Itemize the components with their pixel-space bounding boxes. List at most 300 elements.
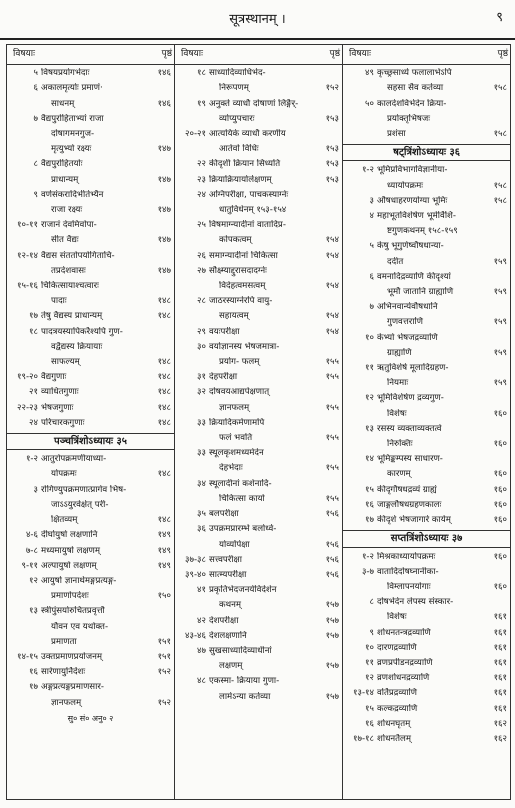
entry-verse-number: ८	[33, 159, 38, 170]
entry-page-number: १६०	[493, 515, 507, 526]
index-entry	[178, 68, 339, 79]
index-entry	[346, 68, 507, 79]
index-entry	[346, 734, 507, 745]
index-entry	[178, 418, 339, 429]
entry-page-number: १४८	[157, 417, 171, 428]
entry-subject: लक्षणम्	[219, 661, 243, 672]
entry-page-number: १५४	[325, 311, 339, 322]
entry-page-number: १५३	[325, 144, 339, 155]
entry-subject: पादाः	[51, 296, 67, 307]
chapter-heading: सप्तत्रिंशोऽध्यायः ३७	[343, 530, 510, 547]
entry-subject: क्रियादिकर्मणामपि	[209, 417, 265, 428]
entry-subject: व्रणशोधनद्रव्याणि	[377, 673, 430, 684]
entry-subject: मध्यमायुषो लक्षणम्	[41, 545, 100, 556]
entry-verse-number: ४२	[197, 615, 206, 626]
entry-subject: ष्टगुणकथनम् १५८-१५९	[387, 226, 458, 237]
index-entry	[10, 576, 171, 587]
entry-subject: योपक्रमः	[51, 469, 77, 480]
entry-page-number: १५८	[493, 129, 507, 140]
entry-verse-number: १२-१४	[17, 250, 38, 261]
entry-verse-number: १७	[29, 682, 38, 693]
entry-subject: साध्यादिव्याधिभेद-	[209, 68, 266, 79]
index-entry	[10, 175, 171, 186]
entry-verse-number: १-२	[361, 551, 374, 562]
entry-page-number: १५८	[493, 83, 507, 94]
entry-page-number: १६१	[493, 688, 507, 699]
entry-verse-number: २७	[197, 265, 206, 276]
index-entry	[346, 424, 507, 435]
index-entry	[346, 409, 507, 420]
index-entry	[178, 99, 339, 110]
column-header-subjects: विषयाः	[13, 49, 35, 59]
entry-subject: कथनम्	[219, 600, 242, 611]
entry-page-number: १४९	[157, 530, 171, 541]
entry-page-number: १५९	[493, 317, 507, 328]
index-entry	[178, 372, 339, 383]
entry-verse-number: ५०	[365, 98, 374, 109]
entry-subject: सहायत्वम्	[219, 311, 249, 322]
entry-subject: जाठरस्याग्नेरपि वायु-	[209, 296, 273, 307]
index-entry	[10, 682, 171, 693]
entry-page-number: १५२	[157, 697, 171, 708]
entry-subject: केषु भूगुणेष्वौषधान्या-	[377, 241, 444, 252]
entry-page-number: १४८	[157, 387, 171, 398]
entry-subject: सारेणायुर्निर्देशः	[41, 667, 86, 678]
entry-subject: लामेऽन्या कर्तव्या	[219, 691, 271, 702]
index-entry	[178, 509, 339, 520]
entry-verse-number: ३-७	[361, 566, 374, 577]
entry-subject: क्रियाक्रियायोर्लक्षणम्	[209, 174, 272, 185]
index-entry	[10, 622, 171, 633]
entry-page-number: १६२	[493, 718, 507, 729]
entry-verse-number: ३५	[197, 509, 206, 520]
entry-page-number: १६१	[493, 657, 507, 668]
entry-subject: सत्त्वपरीक्षा	[209, 554, 242, 565]
index-entry	[346, 582, 507, 593]
entry-subject: क्षितव्यम्	[51, 515, 78, 526]
entry-verse-number: १९	[197, 98, 206, 109]
entry-page-number: १४९	[157, 545, 171, 556]
entry-verse-number: ११	[365, 657, 374, 668]
entry-verse-number: १६	[365, 718, 374, 729]
entry-verse-number: १-२	[361, 165, 374, 176]
entry-subject: ज्ञानफलम्	[51, 697, 82, 708]
entry-subject: केभ्यो भेषजद्रव्याणि	[377, 332, 438, 343]
index-entry	[178, 83, 339, 94]
entry-subject: वयोज्ञानस्य भेषजमात्रा-	[209, 341, 280, 352]
index-entry	[10, 698, 171, 709]
entry-page-number: १४८	[157, 402, 171, 413]
entry-page-number: १५९	[493, 378, 507, 389]
index-entry	[346, 333, 507, 344]
entry-subject: वैद्यपुरोहितयोः	[41, 159, 83, 170]
entry-page-number: १६१	[493, 673, 507, 684]
index-entry	[346, 500, 507, 511]
entry-page-number: १५७	[325, 691, 339, 702]
entry-subject: दोषवयआद्यपेक्षणात्	[209, 387, 270, 398]
page-number: ९	[496, 10, 503, 25]
entry-page-number: १५३	[325, 159, 339, 170]
index-entry	[10, 546, 171, 557]
entry-verse-number: २९	[197, 326, 206, 337]
entry-verse-number: १३	[29, 606, 38, 617]
entry-page-number: १५९	[493, 347, 507, 358]
entry-page-number: १५५	[325, 493, 339, 504]
entry-subject: वर्णसंकरादिभीतेभ्यैन	[41, 189, 104, 200]
entry-subject: दारणद्रव्याणि	[377, 642, 417, 653]
entry-subject: विषमाग्न्यादीनां वातादिप्र-	[209, 220, 286, 231]
index-column-1	[7, 45, 175, 799]
index-entry	[10, 83, 171, 94]
index-entry	[346, 439, 507, 450]
entry-subject: सौक्ष्म्याद्दुरासदादग्नेः	[209, 265, 267, 276]
entry-subject: चिकित्सा कार्या	[219, 493, 265, 504]
entry-subject: शोधनतन्त्रद्रव्याणि	[377, 627, 431, 638]
index-entry	[346, 469, 507, 480]
entry-verse-number: २५	[197, 220, 206, 231]
index-entry	[10, 68, 171, 79]
entry-verse-number: ३६	[197, 524, 206, 535]
index-entry	[10, 251, 171, 262]
index-entry	[346, 114, 507, 125]
entry-verse-number: ४३-४६	[185, 630, 206, 641]
index-entry	[178, 631, 339, 642]
entry-subject: यौवन एव यथोक्त-	[51, 621, 109, 632]
column-header	[7, 47, 174, 65]
entry-verse-number: १२	[365, 393, 374, 404]
index-entry	[346, 378, 507, 389]
entry-page-number: १६०	[493, 499, 507, 510]
entry-verse-number: १८	[197, 68, 206, 79]
entry-verse-number: १८	[29, 326, 38, 337]
entry-subject: चिकित्सायाश्चत्वारः	[41, 281, 99, 292]
entry-verse-number: ९-११	[21, 560, 38, 571]
index-entry	[346, 688, 507, 699]
index-entry	[10, 561, 171, 572]
entry-subject: कालदेशविभेदेन क्रिया-	[377, 98, 447, 109]
index-entry	[346, 719, 507, 730]
entry-subject: ग्राह्याणि	[387, 347, 412, 358]
index-entry	[178, 540, 339, 551]
entry-subject: राजानं देवमिवोपा-	[41, 220, 97, 231]
entry-subject: वर्तिप्रद्रव्याणि	[377, 688, 417, 699]
entry-subject: निरुक्तिः	[387, 439, 413, 450]
index-entry	[346, 99, 507, 110]
entry-page-number: १५७	[325, 661, 339, 672]
entry-verse-number: ६	[33, 83, 38, 94]
index-entry	[178, 524, 339, 535]
entry-subject: वैद्यगुणाः	[41, 372, 67, 383]
index-entry	[10, 530, 171, 541]
entry-verse-number: ७-८	[25, 545, 38, 556]
entry-page-number: १४८	[157, 515, 171, 526]
entry-verse-number: १४-१५	[17, 651, 38, 662]
index-entry	[346, 597, 507, 608]
entry-subject: कोपकत्वम्	[219, 235, 252, 246]
index-entry	[178, 220, 339, 231]
entry-verse-number: २८	[197, 296, 206, 307]
entry-page-number: १४९	[157, 560, 171, 571]
entry-subject: आयुषो ज्ञानार्थमङ्गप्रत्यङ्ग-	[41, 575, 117, 586]
index-entry	[178, 296, 339, 307]
entry-subject: आर्तवो विधिः	[219, 144, 259, 155]
entry-verse-number: ११	[365, 363, 374, 374]
entry-page-number: १४७	[157, 144, 171, 155]
index-entry	[178, 676, 339, 687]
entry-subject: रोगिण्युपक्रमणात्प्रागेव भिष-	[41, 484, 127, 495]
column-header-page: पृष्ठं	[329, 49, 340, 59]
index-entry	[346, 226, 507, 237]
entry-subject: अग्निपरीक्षा, पाचकस्याग्नेः	[209, 189, 289, 200]
entry-subject: पादत्रयस्यापिकरैश्यपि गुण-	[41, 326, 123, 337]
index-entry	[346, 83, 507, 94]
entry-verse-number: ३२	[197, 387, 206, 398]
entry-subject: साफल्यम्	[51, 357, 80, 368]
entry-page-number: १५५	[325, 402, 339, 413]
entry-subject: सहसा सैव कर्तव्या	[387, 83, 444, 94]
entry-subject: स्थूलादीनां कर्शनादि-	[209, 478, 272, 489]
entry-page-number: १६०	[493, 439, 507, 450]
entry-subject: बलपरीक्षा	[209, 509, 239, 520]
entry-subject: धातुविर्धनम् १५३-१५४	[219, 205, 287, 216]
entry-subject: एकस्मा- क्रियाया गुणा-	[209, 676, 280, 687]
entry-page-number: १६०	[493, 408, 507, 419]
index-entry	[10, 515, 171, 526]
index-column-3	[343, 45, 510, 799]
entry-verse-number: ६	[369, 271, 374, 282]
entry-page-number: १४८	[157, 469, 171, 480]
entry-subject: कीदृशी क्रियान सिध्यति	[209, 159, 281, 170]
entry-page-number: १४७	[157, 205, 171, 216]
index-entry	[10, 144, 171, 155]
index-entry	[346, 612, 507, 623]
entry-subject: प्रशंसा	[387, 129, 406, 140]
entry-subject: विशेषः	[387, 408, 407, 419]
entry-verse-number: १०-११	[17, 220, 38, 231]
index-entry	[346, 552, 507, 563]
entry-page-number: १५०	[157, 591, 171, 602]
entry-subject: दोषागमनगुज-	[51, 129, 95, 140]
entry-page-number: १६२	[493, 733, 507, 744]
entry-page-number: १५५	[325, 372, 339, 383]
entry-subject: गुणवत्तराणि	[387, 317, 423, 328]
index-entry	[10, 500, 171, 511]
entry-subject: भूमिविशेषेण द्रव्यगुण-	[377, 393, 444, 404]
entry-verse-number: ५	[369, 241, 374, 252]
entry-subject: कल्कद्रव्याणि	[377, 703, 418, 714]
index-entry	[10, 606, 171, 617]
index-entry	[10, 637, 171, 648]
entry-page-number: १६०	[493, 469, 507, 480]
entry-subject: कृच्छ्रसाध्ये फलालाभेऽपि	[377, 68, 452, 79]
index-entry	[346, 165, 507, 176]
entry-page-number: १५२	[325, 83, 339, 94]
entry-subject: वयःपरीक्षा	[209, 326, 240, 337]
entry-verse-number: ७	[33, 113, 38, 124]
entry-subject: प्रमाणता	[51, 636, 77, 647]
entry-subject: मिश्रकाध्यायोपक्रमः	[377, 551, 436, 562]
entry-subject: तप्रदेशवासः	[51, 265, 86, 276]
entry-subject: देशपरीक्षा	[209, 615, 239, 626]
entry-subject: ददीत	[387, 256, 404, 267]
entry-subject: अभिनवान्येवौषधानि	[377, 302, 438, 313]
entry-verse-number: २२-२३	[17, 402, 38, 413]
entry-page-number: १६१	[493, 642, 507, 653]
entry-subject: ऋतुविशेषे मूलादिग्रहण-	[377, 363, 449, 374]
index-entry	[178, 175, 339, 186]
entry-verse-number: ३३	[197, 417, 206, 428]
index-entry	[178, 463, 339, 474]
entry-verse-number: ४९	[365, 68, 374, 79]
index-entry	[346, 393, 507, 404]
entry-verse-number: ४१	[197, 585, 206, 596]
index-entry	[178, 570, 339, 581]
entry-verse-number: ४-६	[25, 530, 38, 541]
index-entry	[346, 454, 507, 465]
index-entry	[10, 159, 171, 170]
entry-page-number: १४८	[157, 296, 171, 307]
entry-page-number: १४८	[157, 311, 171, 322]
entry-verse-number: १७-१८	[353, 733, 374, 744]
entry-page-number: १५६	[325, 509, 339, 520]
index-entry	[178, 600, 339, 611]
entry-page-number: १५६	[325, 554, 339, 565]
entry-subject: दोषभेदेन लेपस्य संस्कार-	[377, 597, 454, 608]
entry-page-number: १६०	[493, 484, 507, 495]
index-entry	[10, 387, 171, 398]
index-entry	[346, 196, 507, 207]
entry-subject: वमनादिद्रव्याणि कीदृश्यां	[377, 271, 451, 282]
entry-verse-number: १३	[365, 423, 374, 434]
column-header-subjects: विषयाः	[349, 49, 371, 59]
index-entry	[178, 357, 339, 368]
index-entry	[178, 235, 339, 246]
entry-subject: निरूपणम्	[219, 83, 249, 94]
index-entry	[346, 348, 507, 359]
entry-verse-number: १५	[365, 703, 374, 714]
entry-subject: विशेषः	[387, 612, 407, 623]
index-entry	[346, 485, 507, 496]
entry-verse-number: ७	[369, 302, 374, 313]
entry-page-number: १५७	[325, 600, 339, 611]
entry-subject: ध्यायोपक्रमः	[387, 180, 424, 191]
entry-subject: आतुरोपक्रमणीयाध्या-	[41, 454, 107, 465]
entry-page-number: १५३	[325, 113, 339, 124]
index-entry	[10, 99, 171, 110]
index-entry	[10, 220, 171, 231]
entry-subject: वातादिदोषघ्नानीका-	[377, 566, 439, 577]
entry-subject: रसस्य व्यक्ताव्यक्तत्वे	[377, 423, 442, 434]
entry-subject: मृत्युभ्यो रक्ष्यः	[51, 144, 92, 155]
entry-page-number: १५४	[325, 326, 339, 337]
entry-page-number: १४८	[157, 357, 171, 368]
index-entry	[178, 494, 339, 505]
entry-subject: कीदृशे भेषजागारे कार्यम्	[377, 515, 451, 526]
entry-page-number: १५५	[325, 433, 339, 444]
entry-subject: देहपरीक्षा	[209, 372, 238, 383]
index-entry	[178, 479, 339, 490]
entry-subject: जाऽऽयुरवेक्षेत् परी-	[51, 499, 109, 510]
index-entry	[346, 363, 507, 374]
entry-page-number: १५१	[157, 636, 171, 647]
entry-subject: अनुक्ते व्याधौ दोषाणां लिङ्गैर्-	[209, 98, 299, 109]
entry-verse-number: १२	[365, 673, 374, 684]
index-entry	[346, 302, 507, 313]
entry-verse-number: १०	[365, 332, 374, 343]
index-entry	[10, 372, 171, 383]
index-entry	[178, 144, 339, 155]
entry-subject: सुखसाध्यादिव्याधीनां	[209, 645, 272, 656]
entry-page-number: १६०	[493, 551, 507, 562]
entry-page-number: १५७	[325, 615, 339, 626]
entry-verse-number: ३१	[197, 372, 206, 383]
index-entry	[10, 418, 171, 429]
entry-subject: व्याधितगुणाः	[41, 387, 79, 398]
page-header	[0, 0, 515, 40]
entry-verse-number: १७	[29, 311, 38, 322]
entry-verse-number: ४७	[197, 645, 206, 656]
entry-verse-number: ९	[369, 627, 374, 638]
index-entry	[178, 159, 339, 170]
index-entry	[10, 454, 171, 465]
entry-subject: व्योप्युपचारः	[219, 113, 255, 124]
entry-subject: समाग्न्यादीनां चिकित्सा	[209, 250, 278, 261]
entry-subject: भूमिङ्कम्पस्य साधारण-	[377, 454, 443, 465]
entry-page-number: १४७	[157, 174, 171, 185]
index-entry	[10, 205, 171, 216]
entry-subject: आत्ययिके व्याधौ करणीय	[209, 129, 286, 140]
index-entry	[178, 342, 339, 353]
entry-verse-number: ४८	[197, 676, 206, 687]
entry-verse-number: १३-१४	[353, 688, 374, 699]
entry-subject: ज्ञानफलम्	[219, 402, 250, 413]
entry-verse-number: ८	[369, 597, 374, 608]
entry-verse-number: १४	[365, 454, 374, 465]
entry-page-number: १५९	[493, 287, 507, 298]
entry-verse-number: १५	[365, 484, 374, 495]
entry-page-number: १५६	[325, 539, 339, 550]
entry-verse-number: ३९-४०	[185, 569, 206, 580]
entry-page-number: १५८	[493, 180, 507, 191]
index-entry	[10, 485, 171, 496]
entry-verse-number: १६	[365, 499, 374, 510]
entry-subject: अङ्गप्रत्यङ्गप्रमाणसार-	[41, 682, 104, 693]
entry-verse-number: १६	[29, 667, 38, 678]
entry-subject: जाङ्गलौषधग्रहणकालः	[377, 499, 442, 510]
index-entry	[10, 403, 171, 414]
index-entry	[178, 327, 339, 338]
entry-page-number: १५४	[325, 281, 339, 292]
index-entry	[346, 658, 507, 669]
entry-verse-number: ३	[369, 195, 374, 206]
index-entry	[178, 190, 339, 201]
entry-subject: साधनम्	[51, 98, 75, 109]
entry-page-number: १६०	[493, 581, 507, 592]
entry-page-number: १५३	[325, 174, 339, 185]
index-entry	[346, 241, 507, 252]
entry-verse-number: ३७-३८	[185, 554, 206, 565]
entry-page-number: १५९	[493, 256, 507, 267]
entry-verse-number: ५	[33, 68, 38, 79]
entry-subject: दीर्घायुषो लक्षणानि	[41, 530, 98, 541]
entry-subject: वैद्यपुरोहिताभ्यां राजा	[41, 113, 104, 124]
entry-verse-number: ३४	[197, 478, 206, 489]
entry-subject: प्राधान्यम्	[51, 174, 79, 185]
index-entry	[178, 448, 339, 459]
entry-subject: वद्वैद्यस्य क्रियायाः	[51, 341, 103, 352]
index-entry	[10, 235, 171, 246]
index-entry	[10, 311, 171, 322]
